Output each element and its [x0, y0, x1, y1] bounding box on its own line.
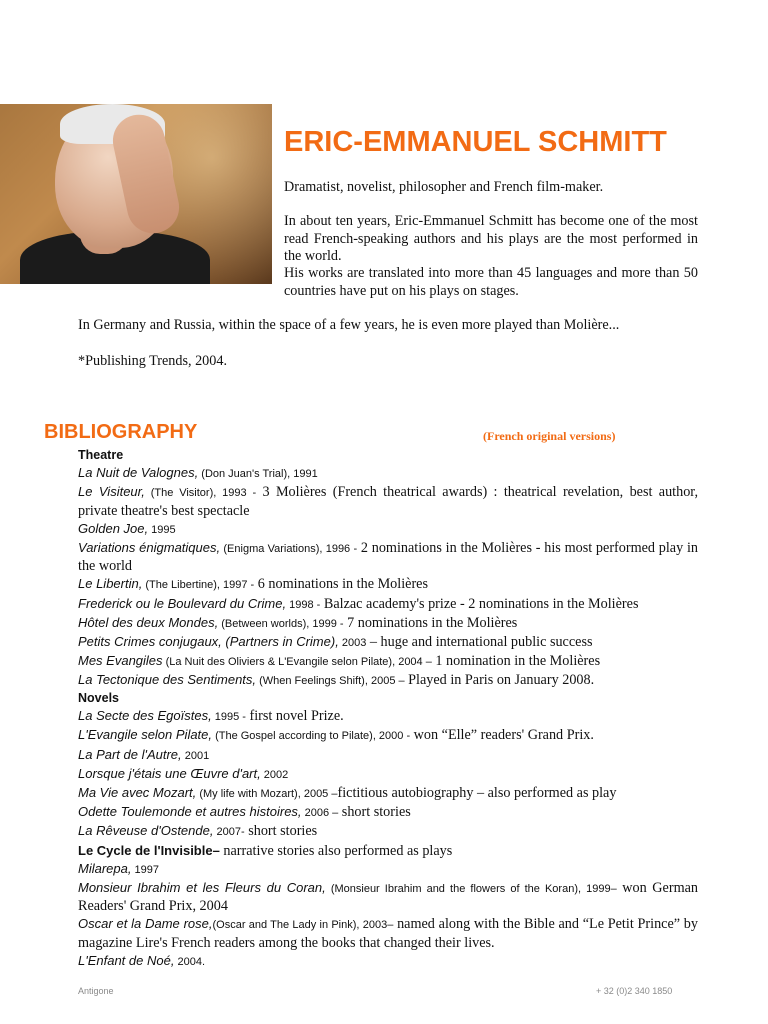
theatre-entry-description: – huge and international public success	[366, 634, 593, 651]
theatre-entry-title: La Tectonique des Sentiments,	[78, 672, 257, 688]
theatre-entry-description: 7 nominations in the Molières	[343, 614, 518, 631]
novel-entry-description: first novel Prize.	[245, 708, 344, 725]
theatre-entry	[78, 614, 698, 633]
cycle-description: narrative stories also performed as plays	[219, 842, 453, 859]
theatre-entry-info: (Don Juan's Trial), 1991	[198, 468, 318, 481]
cycle-entry	[78, 860, 698, 879]
theatre-entry	[78, 520, 698, 539]
cycle-entry	[78, 952, 698, 971]
theatre-heading: Theatre	[78, 448, 124, 462]
novel-entry	[78, 726, 698, 745]
theatre-list	[78, 464, 698, 690]
novel-entry	[78, 822, 698, 841]
cycle-entry-title: Monsieur Ibrahim et les Fleurs du Coran,	[78, 880, 326, 896]
novels-list	[78, 707, 698, 841]
cycle-entry	[78, 915, 698, 951]
theatre-entry-title: Variations énigmatiques,	[78, 540, 221, 556]
novel-entry-title: Ma Vie avec Mozart,	[78, 785, 197, 801]
theatre-entry	[78, 464, 698, 483]
theatre-entry-info: 1995	[148, 523, 176, 536]
theatre-entry-title: Mes Evangiles	[78, 653, 163, 669]
novels-heading: Novels	[78, 691, 119, 705]
bibliography-title: BIBLIOGRAPHY	[44, 421, 198, 443]
cycle-entry-title: L'Enfant de Noé,	[78, 952, 175, 968]
author-photo	[0, 104, 272, 284]
cycle-entry-info: 2004.	[174, 955, 206, 968]
theatre-entry-description: 6 nominations in the Molières	[254, 576, 428, 593]
theatre-entry-description: 3 Molières (French theatrical awards) : theatrical revelation, best author, private theatre's best spectacle	[78, 484, 699, 519]
cycle-heading: Le Cycle de l'Invisible–	[78, 842, 220, 858]
theatre-entry-info: 1998 -	[286, 598, 321, 611]
novel-entry-info: 2007-	[213, 826, 245, 839]
theatre-entry-title: Petits Crimes conjugaux, (Partners in Crime),	[78, 634, 339, 650]
novel-entry-info: 2006 –	[301, 807, 339, 820]
novel-entry	[78, 746, 698, 765]
author-subtitle: Dramatist, novelist, philosopher and French film-maker.	[284, 179, 604, 195]
cycle-entry-description: won German Readers' Grand Prix, 2004	[78, 880, 699, 915]
cycle-entry	[78, 879, 698, 915]
theatre-entry-info: 2003	[338, 637, 367, 650]
theatre-entry-info: (Enigma Variations), 1996 -	[220, 543, 358, 556]
novel-entry-info: 2002	[260, 768, 289, 781]
cycle-entry-info: (Oscar and The Lady in Pink), 2003–	[212, 919, 394, 932]
theatre-entry-description: Played in Paris on January 2008.	[404, 672, 595, 689]
theatre-entry-info: (The Libertine), 1997 -	[142, 579, 255, 592]
novel-entry-title: La Secte des Egoïstes,	[78, 708, 212, 724]
novel-entry-info: 2001	[181, 749, 210, 762]
theatre-entry	[78, 575, 698, 594]
cycle-entry-info: 1997	[131, 863, 159, 876]
theatre-entry-description: Balzac academy's prize - 2 nominations in the Molières	[320, 595, 639, 612]
cycle-entry-title: Milarepa,	[78, 860, 132, 876]
theatre-entry-info: (La Nuit des Oliviers & L'Evangile selon Pilate), 2004 –	[162, 656, 432, 669]
novel-entry-description: won “Elle” readers' Grand Prix.	[410, 727, 594, 744]
intro-paragraph-1: In about ten years, Eric-Emmanuel Schmitt has become one of the most read French-speaking authors and his plays are the most performed in the world.	[284, 213, 698, 264]
theatre-entry-title: Le Visiteur,	[78, 484, 145, 500]
theatre-entry-info: (Between worlds), 1999 -	[218, 617, 344, 630]
bibliography-note: (French original versions)	[483, 429, 616, 443]
intro-paragraph-3: In Germany and Russia, within the space of a few years, he is even more played than Molière...	[78, 317, 620, 333]
novel-entry-description: short stories	[338, 804, 411, 821]
novel-entry	[78, 707, 698, 726]
novel-entry-info: (My life with Mozart), 2005 –	[196, 788, 338, 801]
cycle-list	[78, 860, 698, 971]
novel-entry-info: (The Gospel according to Pilate), 2000 -	[212, 730, 411, 743]
novel-entry-description: fictitious autobiography – also performed as play	[337, 785, 617, 802]
theatre-entry	[78, 539, 698, 575]
theatre-section	[78, 447, 698, 691]
cycle-entry-info: (Monsieur Ibrahim and the flowers of the Koran), 1999–	[325, 883, 617, 896]
theatre-entry-description: 1 nomination in the Molières	[431, 653, 601, 670]
cycle-entry-description: named along with the Bible and “Le Petit Prince” by magazine Lire's French readers among the books that changed their lives.	[78, 916, 698, 951]
theatre-entry	[78, 652, 698, 671]
novel-entry	[78, 765, 698, 784]
cycle-heading-line	[78, 842, 698, 860]
novel-entry-title: L'Evangile selon Pilate,	[78, 727, 213, 743]
novel-entry-title: La Rêveuse d'Ostende,	[78, 823, 214, 839]
novel-entry-description: short stories	[244, 823, 318, 840]
novel-entry-title: Lorsque j'étais une Œuvre d'art,	[78, 765, 261, 781]
theatre-entry	[78, 595, 698, 614]
novel-entry-title: La Part de l'Autre,	[78, 746, 182, 762]
theatre-entry-info: (When Feelings Shift), 2005 –	[256, 675, 405, 688]
theatre-entry-title: Golden Joe,	[78, 520, 149, 536]
theatre-entry-info: (The Visitor), 1993 -	[144, 487, 257, 500]
theatre-entry	[78, 671, 698, 690]
theatre-entry-title: Frederick ou le Boulevard du Crime,	[78, 595, 287, 611]
theatre-entry-title: La Nuit de Valognes,	[78, 465, 199, 481]
source-note: *Publishing Trends, 2004.	[78, 353, 228, 369]
novel-entry	[78, 803, 698, 822]
theatre-entry-title: Le Libertin,	[78, 576, 143, 592]
novels-section	[78, 690, 698, 971]
intro-paragraph-2: His works are translated into more than 45 languages and more than 50 countries have put on his plays on stages.	[284, 265, 698, 299]
theatre-entry-title: Hôtel des deux Mondes,	[78, 614, 219, 630]
footer-left: Antigone	[78, 986, 114, 996]
novel-entry-info: 1995 -	[211, 711, 246, 724]
author-name: ERIC-EMMANUEL SCHMITT	[284, 126, 667, 158]
cycle-entry-title: Oscar et la Dame rose,	[78, 916, 213, 932]
theatre-entry-description: 2 nominations in the Molières - his most performed play in the world	[78, 540, 698, 575]
novel-entry-title: Odette Toulemonde et autres histoires,	[78, 804, 302, 820]
footer-phone: + 32 (0)2 340 1850	[596, 986, 673, 996]
theatre-entry	[78, 633, 698, 652]
novel-entry	[78, 784, 698, 803]
theatre-entry	[78, 483, 698, 519]
